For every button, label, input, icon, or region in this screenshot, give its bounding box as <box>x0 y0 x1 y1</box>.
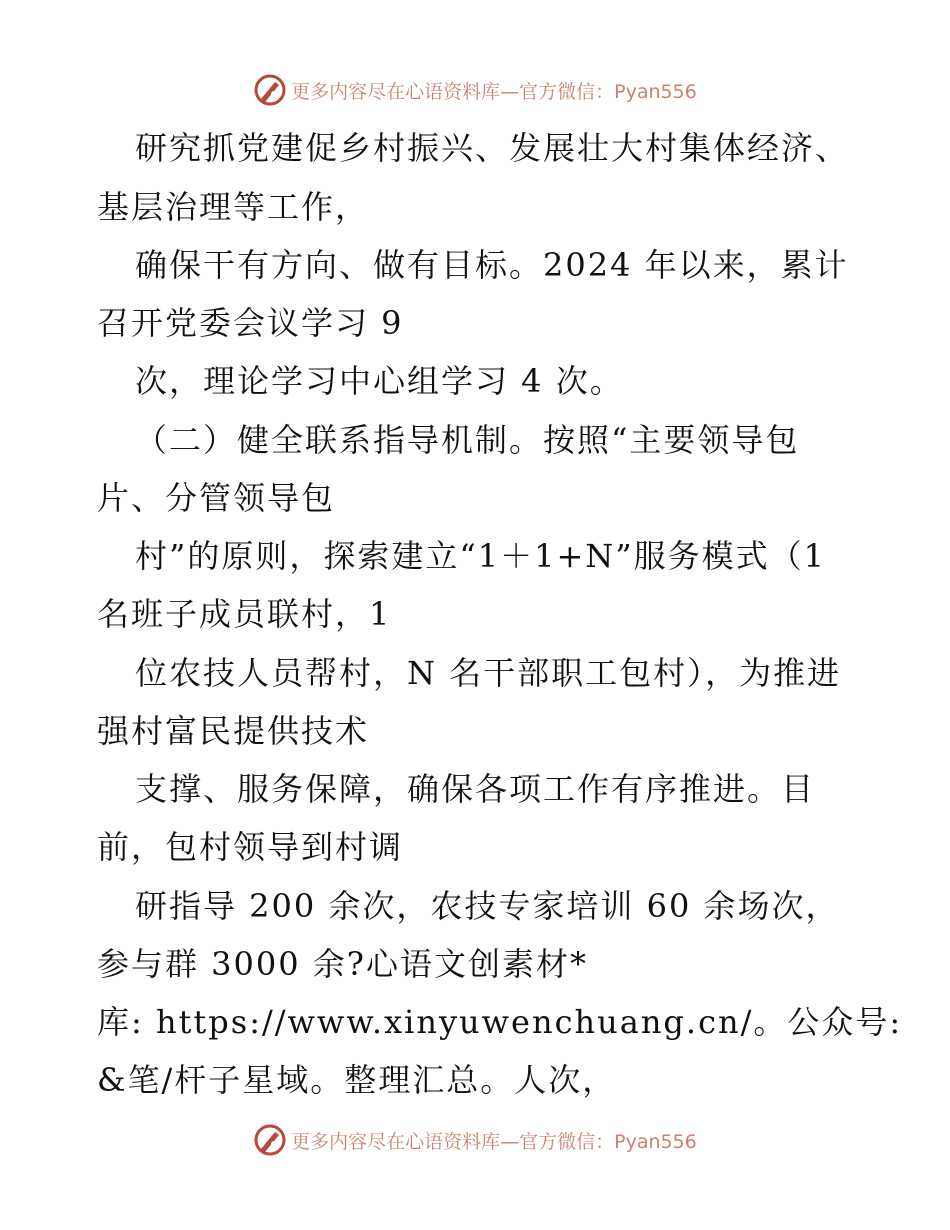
paragraph-line: 次，理论学习中心组学习 4 次。 <box>135 362 624 400</box>
paragraph-line: 研究抓党建促乡村振兴、发展壮大村集体经济、 <box>135 129 850 167</box>
paragraph-line: 强村富民提供技术 <box>97 712 370 750</box>
paragraph-line: 片、分管领导包 <box>97 479 336 517</box>
footer-banner-inner <box>253 1123 697 1157</box>
paragraph-line: 村”的原则，探索建立“1＋1+N”服务模式（1 <box>135 537 826 575</box>
paragraph-line: 前，包村领导到村调 <box>97 828 404 866</box>
paragraph-line: 库: https://www.xinyuwenchuang.cn/。公众号: <box>97 1003 903 1041</box>
header-banner-text: 更多内容尽在心语资料库—官方微信：Pyan556 <box>291 80 697 103</box>
paragraph-line: 名班子成员联村，1 <box>97 595 392 633</box>
pen-logo-icon <box>253 1123 287 1157</box>
paragraph-line: 确保干有方向、做有目标。2024 年以来，累计 <box>135 246 849 284</box>
paragraph-line: 支撑、服务保障，确保各项工作有序推进。目 <box>135 770 816 808</box>
paragraph-line: &笔/杆子星域。整理汇总。人次， <box>97 1061 617 1099</box>
footer-banner-text: 更多内容尽在心语资料库—官方微信：Pyan556 <box>291 1130 697 1153</box>
paragraph-line: 参与群 3000 余?心语文创素材* <box>97 945 588 983</box>
footer-banner <box>0 1120 950 1160</box>
paragraph-line: 召开党委会议学习 9 <box>97 304 404 342</box>
paragraph-line: 基层治理等工作， <box>97 188 370 226</box>
paragraph-line: （二）健全联系指导机制。按照“主要领导包 <box>135 421 800 459</box>
paragraph-line: 研指导 200 余次，农技专家培训 60 余场次， <box>135 887 840 925</box>
paragraph-line: 位农技人员帮村，N 名干部职工包村），为推进 <box>135 654 842 692</box>
